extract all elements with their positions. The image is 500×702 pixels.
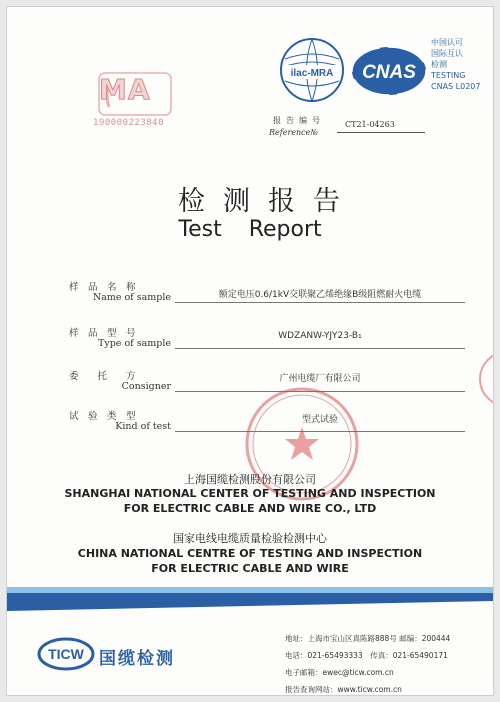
brand-name-cn: 国缆检测 [99, 649, 175, 669]
org-name-en-line2: FOR ELECTRIC CABLE AND WIRE CO., LTD [123, 502, 377, 515]
ticw-text: TICW [48, 646, 84, 662]
field-name-value: 额定电压0.6/1kV交联聚乙烯绝缘B级阻燃耐火电缆 [218, 290, 422, 300]
field-name-line [175, 302, 465, 303]
ilac-mra-logo [279, 37, 345, 103]
field-consigner-label-cn: 委 托 方 [69, 371, 136, 382]
accreditation-cn-1: 中国认可 [431, 38, 463, 47]
title-cn: 检测报告 [178, 186, 358, 217]
cma-letters: MA [99, 73, 151, 106]
field-name-label-en: Name of sample [92, 292, 171, 303]
accreditation-cn-2: 国际互认 [431, 49, 463, 58]
cnas-logo [350, 45, 428, 97]
center-name-en-line1: CHINA NATIONAL CENTRE OF TESTING AND INSPECTION [77, 547, 423, 560]
decorative-band [7, 579, 493, 611]
field-type-label-en: Type of sample [98, 338, 171, 349]
title-en: Test Report [178, 217, 322, 242]
report-page [6, 6, 494, 696]
cma-number: 190000223840 [93, 118, 165, 128]
contact-website: 报告查询网站：www.ticw.com.cn [285, 685, 402, 694]
center-name-en-line2: FOR ELECTRIC CABLE AND WIRE [151, 562, 349, 575]
accreditation-text [431, 37, 480, 92]
contact-phone: 电话：021-65493333 传真：021-65490171 [285, 651, 448, 660]
field-kind-value: 型式试验 [301, 415, 338, 425]
org-name-cn: 上海国缆检测股份有限公司 [184, 473, 316, 486]
field-type-label-cn: 样 品 型 号 [69, 328, 136, 339]
center-name-cn: 国家电线电缆质量检验检测中心 [173, 532, 327, 545]
cnas-text: CNAS [362, 62, 416, 83]
ilac-text: ilac-MRA [290, 68, 334, 79]
report-number-label-cn: 报告编号 [273, 116, 325, 125]
field-kind-label-cn: 试 验 类 型 [69, 411, 136, 422]
contact-address: 地址：上海市宝山区真陈路888号 邮编：200444 [285, 634, 451, 643]
field-name-label-cn: 样 品 名 称 [69, 282, 136, 293]
field-kind-label-en: Kind of test [115, 421, 171, 432]
field-type-line [175, 348, 465, 349]
accreditation-en-1: TESTING [431, 71, 466, 80]
report-number-label-en: Reference№ [269, 128, 318, 137]
contact-email: 电子邮箱：ewec@ticw.com.cn [285, 668, 394, 677]
accreditation-en-2: CNAS L0207 [431, 82, 481, 91]
field-consigner-label-en: Consigner [121, 381, 171, 392]
ticw-logo [37, 637, 95, 671]
report-number-value: CT21-04263 [345, 120, 395, 129]
field-consigner-value: 广州电缆厂有限公司 [279, 374, 361, 384]
org-name-en-line1: SHANGHAI NATIONAL CENTER OF TESTING AND INSPECTION [64, 487, 436, 500]
edge-seal [477, 349, 494, 409]
field-type-value: WDZANW-YJY23-B₁ [278, 331, 362, 341]
accreditation-cn-3: 检测 [431, 60, 447, 69]
report-number-underline [337, 132, 425, 133]
